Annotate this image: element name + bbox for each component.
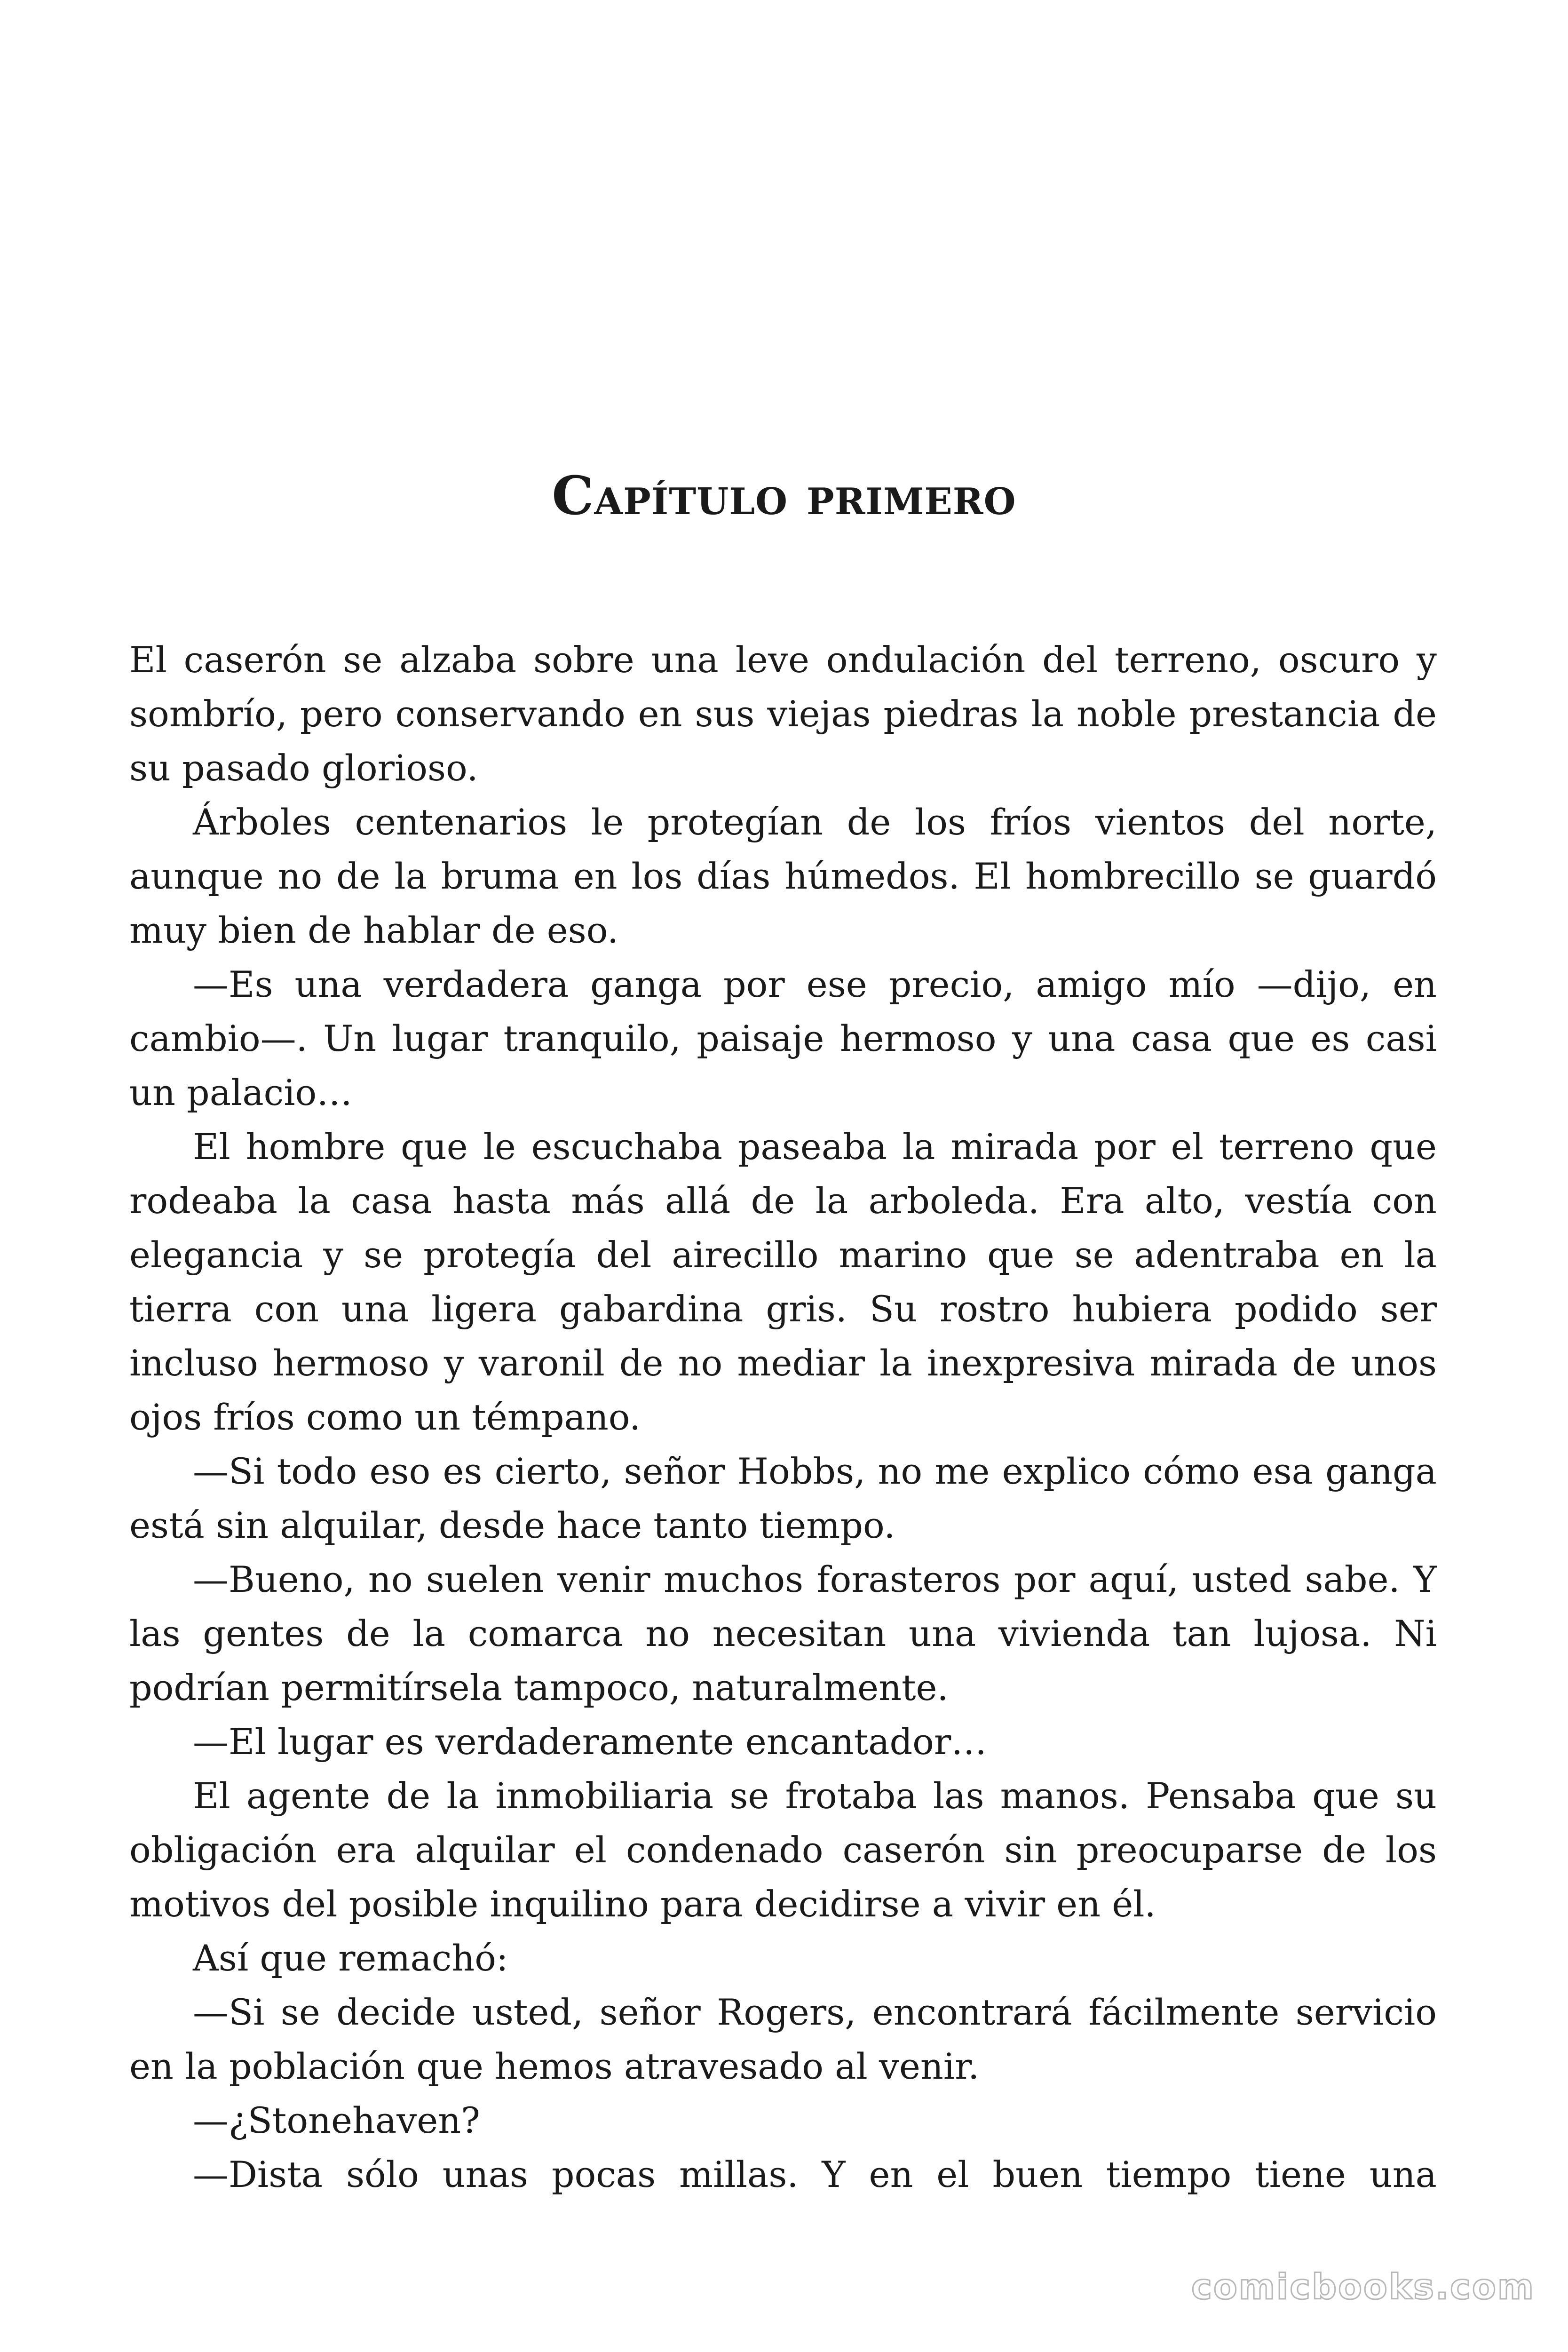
paragraph: —Si todo eso es cierto, señor Hobbs, no me explico cómo esa ganga está sin alquilar, desde hace tanto tiempo. [129,1450,1437,1546]
paragraph: —Es una verdadera ganga por ese precio, amigo mío —dijo, en cambio—. Un lugar tranquilo, paisaje hermoso y una casa que es casi un palacio… [129,963,1437,1113]
paragraph: —El lugar es verdaderamente encantador… [193,1721,987,1763]
watermark: comicbooks.com [1191,2267,1535,2307]
paragraph: El agente de la inmobiliaria se frotaba las manos. Pensaba que su obligación era alquilar el condenado caserón sin preocuparse de los motivos del posible inquilino para decidirse a vivir en él. [129,1775,1437,1925]
chapter-body [129,633,1437,2201]
paragraph: —Dista sólo unas pocas millas. Y en el buen tiempo tiene una [193,2153,1437,2195]
paragraph: El caserón se alzaba sobre una leve ondulación del terreno, oscuro y sombrío, pero conservando en sus viejas piedras la noble prestancia de su pasado glorioso. [129,639,1437,789]
paragraph: —¿Stonehaven? [193,2099,480,2141]
paragraph: —Bueno, no suelen venir muchos forasteros por aquí, usted sabe. Y las gentes de la comarca no necesitan una vivienda tan lujosa. Ni podrían permitírsela tampoco, naturalmente. [129,1558,1437,1708]
paragraph: —Si se decide usted, señor Rogers, encontrará fácilmente servicio en la población que hemos atravesado al venir. [129,1991,1437,2087]
paragraph: Árboles centenarios le protegían de los fríos vientos del norte, aunque no de la bruma en los días húmedos. El hombrecillo se guardó muy bien de hablar de eso. [129,801,1437,951]
paragraph: El hombre que le escuchaba paseaba la mirada por el terreno que rodeaba la casa hasta más allá de la arboleda. Era alto, vestía con elegancia y se protegía del airecillo marino que se adentraba en la tierra con una ligera gabardina gris. Su rostro hubiera podido ser incluso hermoso y varonil de no mediar la inexpresiva mirada de unos ojos fríos como un témpano. [129,1126,1437,1438]
paragraph: Así que remachó: [193,1937,508,1979]
chapter-title: Capítulo primero [552,465,1016,527]
